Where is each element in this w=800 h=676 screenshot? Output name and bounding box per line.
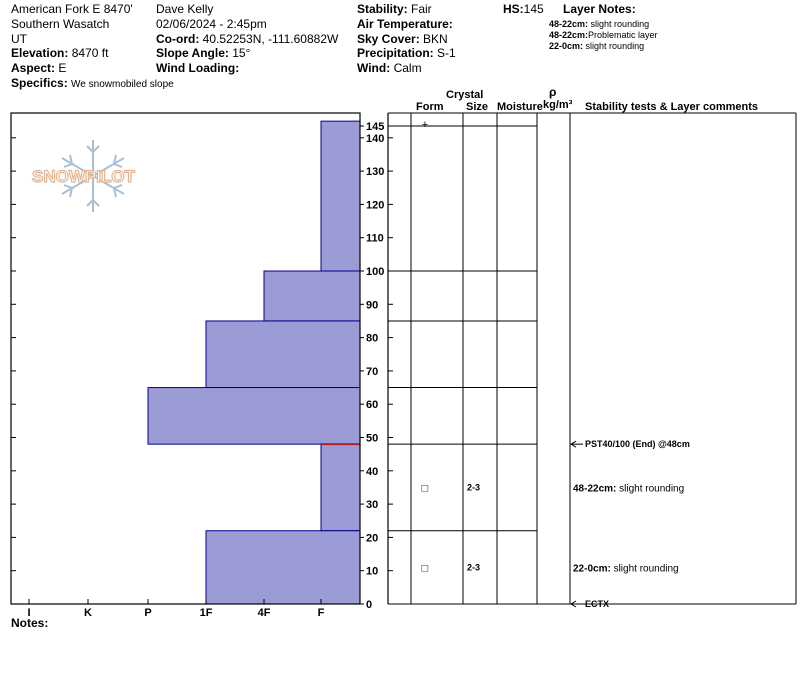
elevation-value: 8470 ft [71, 46, 109, 60]
slope-value: 15° [232, 46, 251, 60]
sky-value: BKN [423, 32, 448, 46]
hardness-layer-bar [206, 531, 360, 604]
depth-tick-label: 60 [366, 399, 379, 412]
comments-header: Stability tests & Layer comments [585, 101, 759, 113]
depth-tick-label: 20 [366, 532, 379, 545]
slope-label: Slope Angle: [156, 46, 229, 60]
depth-tick-label: 10 [366, 565, 379, 578]
hardness-tick-label: 4F [257, 607, 271, 619]
specifics-value: We snowmobiled slope [71, 79, 174, 90]
aspect-label: Aspect: [11, 61, 56, 75]
layer-note-text: slight rounding [585, 41, 645, 51]
layer-note-text: slight rounding [590, 19, 650, 29]
crystal-size: 2-3 [467, 482, 481, 493]
form-header: Form [416, 101, 444, 113]
aspect-value: E [58, 61, 67, 75]
layer-comment: 48-22cm: slight rounding [573, 483, 685, 495]
hardness-layer-bar [264, 271, 360, 321]
depth-tick-label: 130 [366, 166, 385, 179]
layer-comment: 22-0cm: slight rounding [573, 563, 679, 575]
layer-notes-title: Layer Notes: [563, 2, 636, 16]
precip-value: S-1 [437, 46, 456, 60]
depth-tick-label: 80 [366, 332, 379, 345]
depth-tick-label: 70 [366, 365, 379, 378]
depth-tick-label: 90 [366, 299, 379, 312]
wind-value: Calm [393, 61, 422, 75]
location: American Fork E 8470' [11, 2, 133, 16]
comment-test-result: ECTX [585, 599, 610, 609]
depth-tick-label: 30 [366, 499, 379, 512]
hs-label: HS: [503, 2, 524, 16]
elevation-label: Elevation: [11, 46, 69, 60]
coord-value: 40.52253N, -111.60882W [202, 32, 339, 46]
hardness-layer-bar [321, 444, 360, 531]
sky-label: Sky Cover: [357, 32, 420, 46]
hardness-tick-label: F [317, 607, 325, 619]
hardness-tick-label: P [144, 607, 152, 619]
hardness-layer-bar [321, 121, 360, 271]
density-unit-header: kg/m³ [543, 99, 573, 111]
notes-label: Notes: [11, 616, 49, 630]
air-temp-label: Air Temperature: [357, 17, 453, 31]
depth-tick-label: 100 [366, 266, 385, 278]
stability-value: Fair [411, 2, 432, 16]
coord-label: Co-ord: [156, 32, 200, 46]
crystal-size: 2-3 [467, 562, 481, 573]
hardness-tick-label: I [27, 607, 31, 619]
layer-note-range: 48-22cm: [549, 30, 589, 40]
depth-tick-label: 145 [366, 121, 385, 133]
datetime: 02/06/2024 - 2:45pm [156, 17, 267, 31]
crystal-form-icon: □ [421, 562, 429, 575]
wind-label: Wind: [357, 61, 391, 75]
depth-tick-label: 120 [366, 199, 385, 212]
depth-tick-label: 110 [366, 232, 384, 245]
crystal-form-icon: □ [421, 482, 429, 495]
comment-test-result: PST40/100 (End) @48cm [585, 439, 690, 450]
depth-tick-label: 0 [366, 599, 373, 611]
layer-note-range: 48-22cm: [549, 19, 589, 29]
stability-label: Stability: [357, 2, 408, 16]
state: UT [11, 32, 27, 46]
moisture-header: Moisture [497, 101, 543, 113]
crystal-header: Crystal [446, 89, 484, 101]
hardness-tick-label: K [84, 607, 92, 619]
depth-tick-label: 40 [366, 465, 379, 478]
layer-note-text: Problematic layer [588, 30, 658, 40]
size-header: Size [466, 101, 489, 113]
observer: Dave Kelly [156, 2, 214, 16]
mountain-range: Southern Wasatch [11, 17, 110, 31]
specifics-label: Specifics: [11, 76, 68, 90]
wind-loading-label: Wind Loading: [156, 61, 240, 75]
hardness-tick-label: 1F [199, 607, 213, 619]
hs-value: 145 [523, 2, 544, 16]
depth-tick-label: 140 [366, 132, 385, 145]
depth-tick-label: 50 [366, 432, 379, 445]
logo-text: SNOWPILOT [32, 167, 135, 186]
rho-header: ρ [549, 85, 557, 99]
layer-note-range: 22-0cm: [549, 41, 584, 51]
crystal-form-icon: + [421, 119, 429, 131]
hardness-layer-bar [148, 388, 360, 445]
hardness-layer-bar [206, 321, 360, 388]
precip-label: Precipitation: [357, 46, 434, 60]
